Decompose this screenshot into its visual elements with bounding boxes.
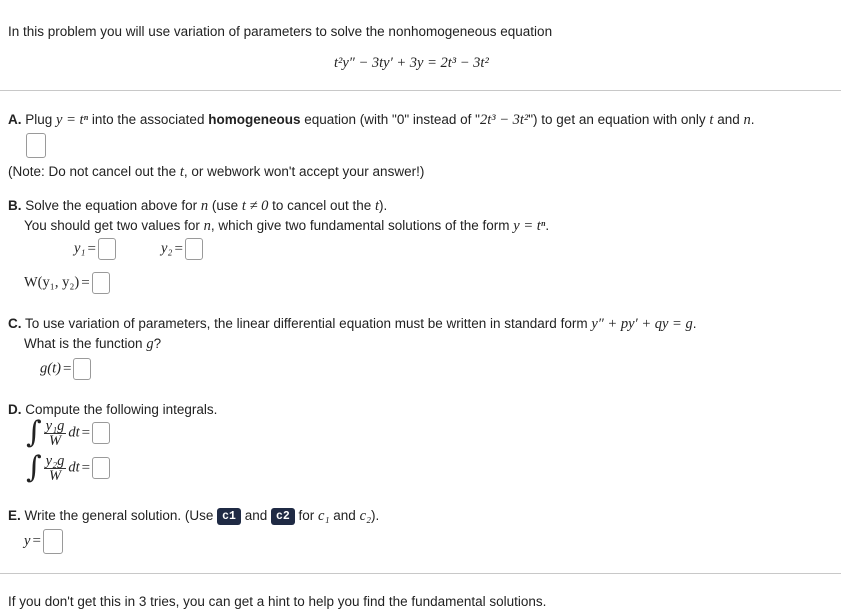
part-e-text2: and <box>240 508 271 523</box>
part-a-text2: into the associated <box>88 112 209 127</box>
part-b-l2-text3: . <box>545 218 550 233</box>
part-b-text3: to cancel out the <box>268 198 375 213</box>
part-a-prompt <box>8 112 754 129</box>
y2-input[interactable] <box>185 238 203 260</box>
integral2-input[interactable] <box>92 457 110 479</box>
note-math: t <box>179 164 184 180</box>
part-b-text4: ). <box>379 198 388 213</box>
part-a-answer-row <box>26 133 46 158</box>
part-e-text3: for <box>294 508 319 523</box>
general-solution-input[interactable] <box>43 529 63 554</box>
part-e-prompt <box>8 508 379 525</box>
c1-badge: c1 <box>217 508 241 525</box>
part-b-prompt <box>8 198 387 215</box>
part-d-text: Compute the following integrals. <box>25 402 218 417</box>
y2-label: y₂ <box>161 240 173 257</box>
part-a-math2: 2t³ − 3t² <box>479 112 529 128</box>
hint-text <box>8 594 546 609</box>
part-e-label: E. <box>8 508 21 523</box>
note-text1: (Note: Do not cancel out the <box>8 164 180 179</box>
integral2-fraction <box>44 454 67 483</box>
integral1-dt: dt <box>68 424 80 441</box>
main-equation-text: t²y″ − 3ty′ + 3y = 2t³ − 3t² <box>334 55 489 71</box>
integral2-sign: ∫ <box>26 450 42 485</box>
note-text2: , or webwork won't accept your answer!) <box>183 164 425 179</box>
wronskian-row <box>24 272 110 294</box>
part-b-math1: n <box>200 198 209 214</box>
part-c-l2-text2: ? <box>153 336 162 351</box>
c2-badge: c2 <box>271 508 295 525</box>
part-c-math1: y″ + py′ + qy = g <box>591 316 693 332</box>
part-c-line2 <box>24 336 161 353</box>
part-a-text6: . <box>750 112 755 127</box>
part-b-l2-math2: y = tⁿ <box>513 218 546 234</box>
part-b-math2: t ≠ 0 <box>241 198 269 214</box>
part-e-text5: ). <box>371 508 380 523</box>
integral2-row <box>26 450 110 485</box>
part-b-text1: Solve the equation above for <box>25 198 201 213</box>
part-a-text3: equation (with "0" instead of " <box>300 112 480 127</box>
part-d-label: D. <box>8 402 22 417</box>
integral1-numerator: y₁g <box>45 417 65 434</box>
part-e-text1: Write the general solution. (Use <box>24 508 218 523</box>
part-c-l2-text1: What is the function <box>24 336 147 351</box>
part-c-text2: . <box>692 316 697 331</box>
part-c-label: C. <box>8 316 22 331</box>
intro-span: In this problem you will use variation of parameters to solve the nonhomogeneous equation <box>8 24 553 39</box>
part-b-text2: (use <box>208 198 242 213</box>
part-b-math3: t <box>375 198 380 214</box>
wronskian-label: W(y₁, y₂) <box>24 274 80 291</box>
part-b-l2-text2: , which give two fundamental solutions of the form <box>210 218 514 233</box>
part-a-bold: homogeneous <box>208 112 301 127</box>
integral2-denominator: W <box>48 467 62 484</box>
part-c-prompt <box>8 316 696 333</box>
y1-label: y₁ <box>74 240 86 257</box>
integral2-dt: dt <box>68 459 80 476</box>
part-a-text1: Plug <box>25 112 57 127</box>
g-label: g(t) <box>40 360 61 377</box>
general-solution-equals: = <box>32 533 41 550</box>
integral1-sign: ∫ <box>26 415 42 450</box>
integral1-input[interactable] <box>92 422 110 444</box>
y2-equals: = <box>174 240 183 257</box>
part-a-text4: ") to get an equation with only <box>528 112 710 127</box>
part-a-label: A. <box>8 112 22 127</box>
integral2-numerator: y₂g <box>45 452 65 469</box>
intro-text <box>8 24 552 39</box>
integral1-denominator: W <box>48 432 62 449</box>
part-a-text5: and <box>713 112 744 127</box>
divider-top <box>0 90 841 91</box>
integral1-fraction <box>44 419 67 448</box>
g-equals: = <box>62 360 72 377</box>
y1-input[interactable] <box>98 238 116 260</box>
g-input[interactable] <box>73 358 91 380</box>
part-e-math2: c₂ <box>359 508 372 524</box>
part-a-math3: t <box>709 112 714 128</box>
part-a-math4: n <box>743 112 751 128</box>
part-c-text1: To use variation of parameters, the linear differential equation must be written in standard form <box>25 316 592 331</box>
part-c-l2-math1: g <box>146 336 154 352</box>
g-row <box>40 358 91 380</box>
hint-span: If you don't get this in 3 tries, you can get a hint to help you find the fundamental solutions. <box>8 594 547 609</box>
general-solution-row <box>24 529 63 554</box>
integral1-row <box>26 415 110 450</box>
part-b-l2-text1: You should get two values for <box>24 218 204 233</box>
note-text <box>8 164 424 181</box>
part-b-l2-math1: n <box>203 218 211 234</box>
part-b-line2 <box>24 218 549 235</box>
y1-equals: = <box>87 240 96 257</box>
part-a-answer-input[interactable] <box>26 133 46 158</box>
divider-bottom <box>0 573 841 574</box>
wronskian-equals: = <box>81 274 90 291</box>
part-e-text4: and <box>329 508 360 523</box>
y2-row <box>161 238 203 260</box>
integral1-equals: = <box>81 424 91 441</box>
y1-row <box>74 238 116 260</box>
part-b-label: B. <box>8 198 22 213</box>
general-solution-label: y <box>24 533 31 550</box>
wronskian-input[interactable] <box>92 272 110 294</box>
part-e-math1: c₁ <box>318 508 330 524</box>
integral2-equals: = <box>81 459 91 476</box>
part-a-math1: y = tⁿ <box>56 112 89 128</box>
main-equation <box>334 55 489 72</box>
